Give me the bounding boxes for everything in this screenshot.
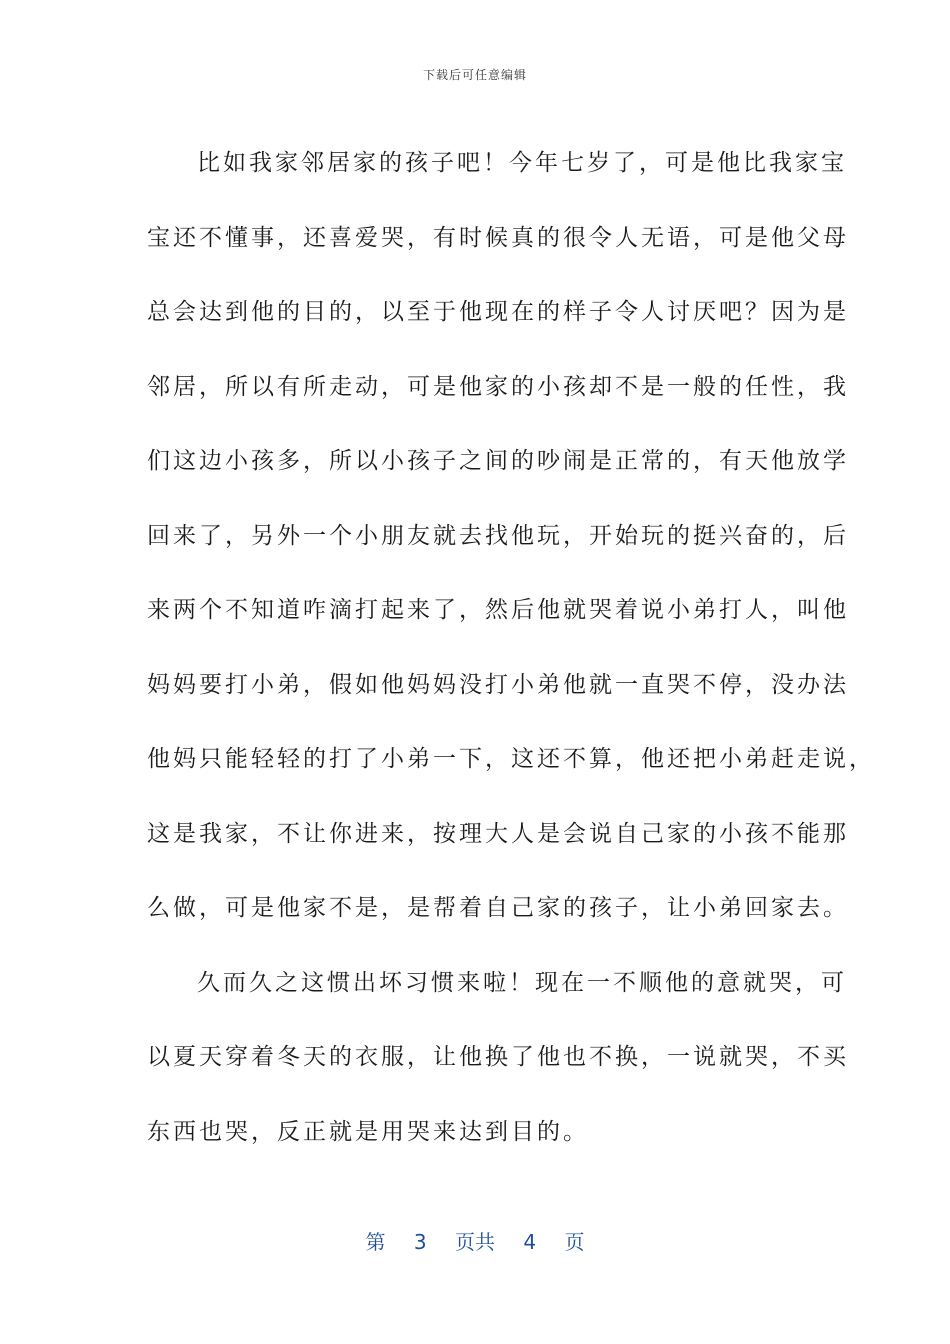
document-body bbox=[147, 126, 875, 1169]
page-header-note: 下载后可任意编辑 bbox=[422, 68, 527, 82]
paragraph-line: 这是我家，不让你进来，按理大人是会说自己家的小孩不能那 bbox=[147, 820, 849, 847]
page-footer bbox=[0, 1226, 950, 1255]
footer-suffix: 页 bbox=[564, 1230, 585, 1254]
current-page-number: 3 bbox=[413, 1230, 427, 1254]
paragraph-line: 久而久之这惯出坏习惯来啦！现在一不顺他的意就哭，可 bbox=[197, 969, 847, 996]
paragraph-line: 么做，可是他家不是，是帮着自己家的孩子，让小弟回家去。 bbox=[147, 895, 849, 921]
paragraph-line: 回来了，另外一个小朋友就去找他玩，开始玩的挺兴奋的，后 bbox=[147, 522, 849, 549]
paragraph-1 bbox=[147, 126, 875, 946]
paragraph-line: 以夏天穿着冬天的衣服，让他换了他也不换，一说就哭，不买 bbox=[147, 1044, 849, 1070]
paragraph-line: 东西也哭，反正就是用哭来达到目的。 bbox=[147, 1118, 589, 1145]
paragraph-line: 宝还不懂事，还喜爱哭，有时候真的很令人无语，可是他父母 bbox=[147, 224, 849, 251]
paragraph-line: 们这边小孩多，所以小孩子之间的吵闹是正常的，有天他放学 bbox=[147, 448, 849, 474]
paragraph-line: 比如我家邻居家的孩子吧！今年七岁了，可是他比我家宝 bbox=[197, 150, 847, 176]
paragraph-line: 妈妈要打小弟，假如他妈妈没打小弟他就一直哭不停，没办法 bbox=[147, 671, 849, 698]
paragraph-line: 来两个不知道咋滴打起来了，然后他就哭着说小弟打人，叫他 bbox=[147, 597, 849, 623]
total-pages-number: 4 bbox=[523, 1230, 537, 1254]
footer-prefix: 第 bbox=[365, 1230, 386, 1254]
paragraph-2 bbox=[147, 946, 849, 1170]
paragraph-line: 总会达到他的目的，以至于他现在的样子令人讨厌吧？因为是 bbox=[147, 299, 849, 325]
paragraph-line: 邻居，所以有所走动，可是他家的小孩却不是一般的任性，我 bbox=[147, 373, 849, 400]
footer-middle: 页共 bbox=[455, 1230, 495, 1254]
paragraph-line: 他妈只能轻轻的打了小弟一下，这还不算，他还把小弟赶走说， bbox=[147, 746, 875, 772]
